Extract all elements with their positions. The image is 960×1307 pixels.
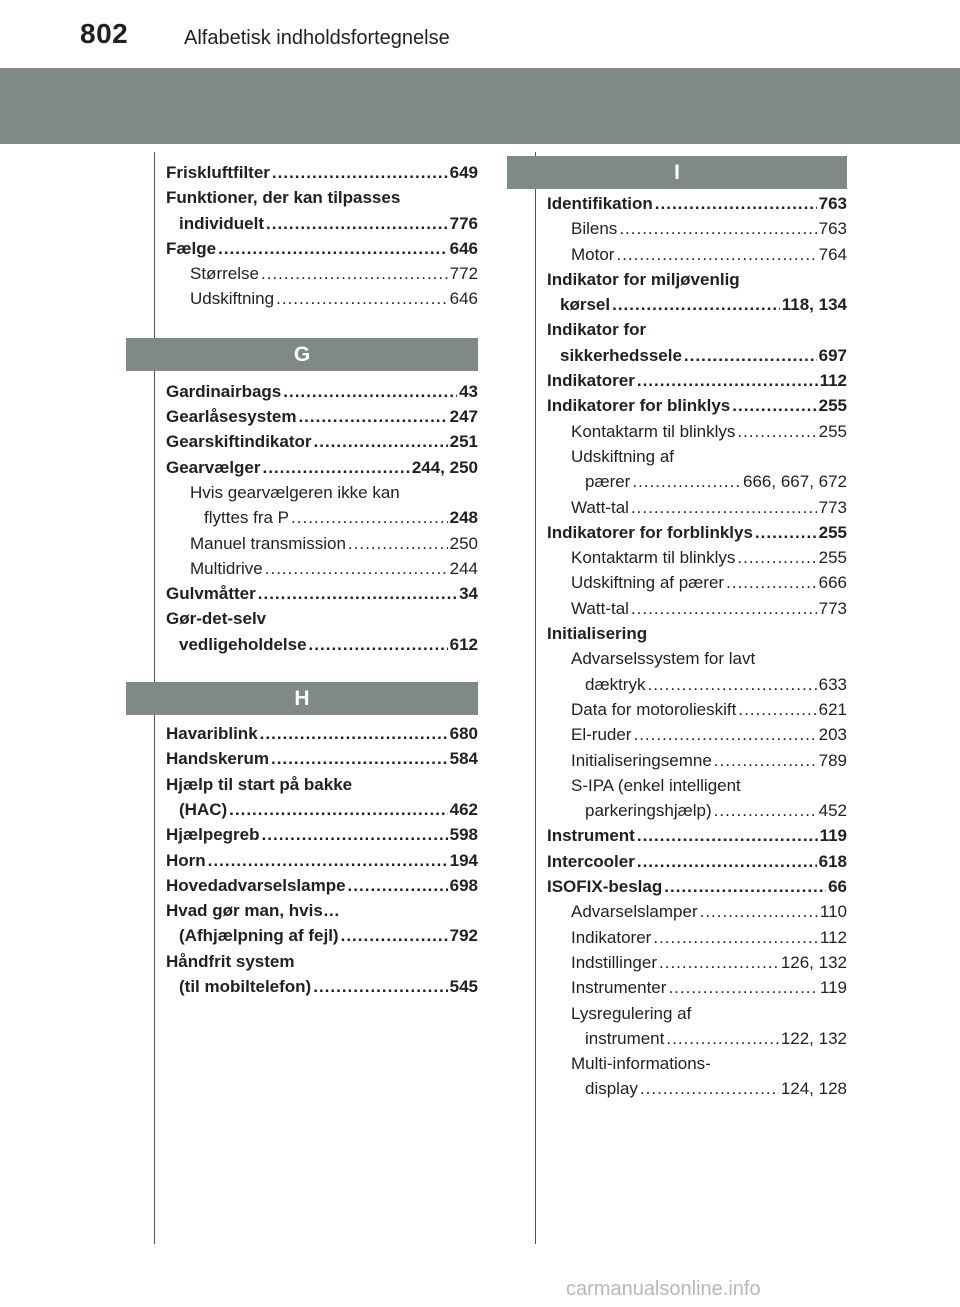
index-entry-label: parkeringshjælp) — [585, 801, 712, 821]
index-entry — [166, 606, 478, 631]
index-entry-page: 698 — [449, 875, 478, 895]
leader-dots — [276, 286, 448, 311]
index-entry — [166, 286, 478, 311]
leader-dots — [637, 368, 818, 393]
leader-dots — [263, 455, 410, 480]
index-entry-label: El-ruder — [571, 725, 632, 745]
index-entry — [547, 798, 847, 823]
leader-dots — [714, 798, 817, 823]
index-entry — [547, 317, 847, 342]
index-entry-label: Friskluftfilter — [166, 163, 270, 182]
index-entry-label: Funktioner, der kan tilpasses — [166, 188, 401, 208]
index-entry-label: Bilens — [571, 219, 618, 239]
leader-dots — [265, 556, 448, 581]
leader-dots — [732, 393, 816, 418]
entries-f — [166, 160, 478, 312]
index-entry-label: Indstillinger — [571, 952, 657, 972]
index-entry-label: Motor — [571, 244, 615, 264]
leader-dots — [208, 848, 448, 873]
index-entry-page: 118, 134 — [781, 295, 847, 315]
index-entry-label: Gearlåsesystem — [166, 407, 297, 427]
index-entry-page: 255 — [818, 421, 847, 441]
index-entry-label: sikkerhedssele — [560, 345, 682, 365]
index-entry — [166, 404, 478, 429]
index-entry — [547, 444, 847, 469]
leader-dots — [631, 495, 817, 520]
leader-dots — [258, 581, 457, 606]
index-entry-label: Advarselslamper — [571, 902, 698, 922]
leader-dots — [616, 242, 816, 267]
leader-dots — [726, 570, 817, 595]
index-entry-page: 773 — [818, 598, 847, 618]
index-entry-label: Udskiftning — [190, 289, 275, 309]
index-entry-page: 43 — [459, 381, 478, 401]
index-entry — [547, 520, 847, 545]
index-entry-label: Watt-tal — [571, 497, 629, 517]
index-entry-label: dæktryk — [585, 674, 646, 694]
leader-dots — [737, 419, 816, 444]
index-entry-label: Initialiseringsemne — [571, 750, 712, 770]
index-entry — [166, 429, 478, 454]
index-entry — [547, 874, 847, 899]
index-entry-page: 666 — [818, 573, 847, 593]
leader-dots — [700, 899, 818, 924]
index-entry-label: Indikator for — [547, 320, 647, 340]
index-entry — [547, 1076, 847, 1101]
index-entry — [166, 160, 478, 185]
index-entry-page: 119 — [819, 978, 847, 998]
leader-dots — [229, 797, 447, 822]
index-entry-label: Multi-informations- — [571, 1054, 711, 1074]
leader-dots — [714, 748, 817, 773]
leader-dots — [637, 849, 817, 874]
index-entry-page: 763 — [818, 219, 847, 239]
index-entry-page: 598 — [449, 825, 478, 845]
index-entry-label: Hovedadvarselslampe — [166, 875, 346, 895]
leader-dots — [655, 191, 817, 216]
index-entry-page: 646 — [449, 289, 478, 309]
index-entry-label: Indikatorer for forblinklys — [547, 522, 753, 542]
index-entry-label: Indikator for miljøvenlig — [547, 269, 740, 289]
index-entry — [547, 646, 847, 671]
index-entry-page: 248 — [449, 508, 478, 528]
index-entry-label: Håndfrit system — [166, 951, 295, 971]
index-entry — [166, 531, 478, 556]
leader-dots — [612, 292, 780, 317]
header-banner — [0, 68, 960, 144]
index-entry — [166, 721, 478, 746]
index-entry — [166, 211, 478, 236]
index-entry-label: Udskiftning af — [571, 446, 674, 466]
index-entry-page: 255 — [818, 548, 847, 568]
section-header-g: G — [126, 338, 478, 371]
index-entry-page: 697 — [818, 345, 847, 365]
index-entry-label: Størrelse — [190, 264, 259, 284]
index-entry-page: 250 — [449, 533, 478, 553]
leader-dots — [348, 531, 448, 556]
index-entry — [166, 949, 478, 974]
index-entry — [547, 773, 847, 798]
index-entry-page: 203 — [818, 725, 847, 745]
index-entry-page: 34 — [459, 584, 478, 604]
index-entry — [547, 267, 847, 292]
index-entry-label: Indikatorer for blinklys — [547, 396, 731, 416]
index-entry-label: pærer — [585, 472, 631, 492]
index-entry-page: 124, 128 — [780, 1079, 847, 1099]
index-entry — [547, 216, 847, 241]
index-entry — [166, 556, 478, 581]
index-entry-label: Advarselssystem for lavt — [571, 649, 756, 669]
index-entry-page: 789 — [818, 750, 847, 770]
index-entry — [166, 632, 478, 657]
index-entry-label: kørsel — [560, 295, 611, 315]
index-entry — [547, 393, 847, 418]
leader-dots — [218, 236, 448, 261]
index-entry-label: Handskerum — [166, 749, 269, 769]
index-entry-page: 126, 132 — [780, 952, 847, 972]
index-entry-label: Initialisering — [547, 624, 648, 644]
index-entry — [547, 748, 847, 773]
index-entry-label: Kontaktarm til blinklys — [571, 421, 736, 441]
index-entry-label: Horn — [166, 850, 206, 870]
leader-dots — [266, 211, 448, 236]
index-entry — [166, 974, 478, 999]
index-entry — [166, 797, 478, 822]
leader-dots — [619, 216, 816, 241]
index-entry-page: 621 — [818, 699, 847, 719]
leader-dots — [647, 672, 816, 697]
index-entry-label: Data for motorolieskift — [571, 699, 737, 719]
index-entry — [547, 950, 847, 975]
entries-g — [166, 379, 478, 657]
index-entry-page: 612 — [449, 634, 478, 654]
index-entry-label: Kontaktarm til blinklys — [571, 548, 736, 568]
index-entry-label: Hvad gør man, hvis… — [166, 901, 340, 921]
index-entry-label: Hjælp til start på bakke — [166, 774, 353, 794]
index-entry-page: 680 — [449, 724, 478, 744]
leader-dots — [313, 974, 447, 999]
index-entry-label: Watt-tal — [571, 598, 629, 618]
index-entry — [547, 925, 847, 950]
page-title: Alfabetisk indholdsfortegnelse — [184, 27, 450, 49]
index-entry-label: Udskiftning af pærer — [571, 573, 725, 593]
leader-dots — [664, 874, 826, 899]
index-entry — [547, 849, 847, 874]
watermark: carmanualsonline.info — [566, 1278, 761, 1300]
index-entry-label: S-IPA (enkel intelligent — [571, 775, 741, 795]
leader-dots — [666, 1026, 778, 1051]
index-entry-page: 122, 132 — [780, 1028, 847, 1048]
index-entry — [166, 746, 478, 771]
leader-dots — [341, 923, 448, 948]
index-entry-label: Fælge — [166, 238, 217, 258]
index-entry-label: individuelt — [179, 213, 264, 233]
leader-dots — [260, 721, 448, 746]
index-entry-page: 462 — [449, 799, 478, 819]
index-entry-page: 244 — [449, 558, 478, 578]
index-entry — [547, 621, 847, 646]
entries-h — [166, 721, 478, 999]
index-entry-label: Gearvælger — [166, 457, 261, 477]
leader-dots — [659, 950, 779, 975]
leader-dots — [298, 404, 447, 429]
section-header-i: I — [507, 156, 847, 189]
index-entry — [547, 242, 847, 267]
page-number: 802 — [80, 18, 129, 49]
index-entry-page: 649 — [449, 163, 478, 182]
leader-dots — [737, 545, 816, 570]
index-entry-page: 255 — [818, 522, 847, 542]
index-entry-page: 776 — [449, 213, 478, 233]
index-entry — [547, 545, 847, 570]
index-entry-page: 666, 667, 672 — [743, 472, 847, 492]
index-entry — [547, 596, 847, 621]
index-entry-page: 255 — [818, 396, 847, 416]
leader-dots — [271, 746, 448, 771]
section-header-h: H — [126, 682, 478, 715]
index-entry-label: (HAC) — [179, 799, 228, 819]
leader-dots — [633, 722, 816, 747]
index-entry-page: 66 — [828, 877, 847, 897]
index-entry — [166, 379, 478, 404]
index-entry-page: 763 — [818, 194, 847, 213]
index-entry-page: 244, 250 — [411, 457, 478, 477]
index-entry-page: 584 — [449, 749, 478, 769]
index-entry — [547, 570, 847, 595]
column-divider-right — [535, 152, 536, 1244]
index-entry — [547, 469, 847, 494]
index-entry-page: 545 — [449, 977, 478, 997]
index-entry — [547, 1051, 847, 1076]
index-entry-page: 764 — [818, 244, 847, 264]
leader-dots — [631, 596, 817, 621]
index-entry — [547, 191, 847, 216]
index-entry — [166, 185, 478, 210]
index-entry — [166, 822, 478, 847]
leader-dots — [261, 261, 448, 286]
index-entry — [166, 581, 478, 606]
index-entry — [547, 1026, 847, 1051]
entries-i — [547, 191, 847, 1102]
index-entry-page: 633 — [818, 674, 847, 694]
index-entry — [166, 505, 478, 530]
right-index-column — [547, 156, 847, 1102]
index-entry-label: display — [585, 1079, 638, 1099]
index-entry-page: 251 — [449, 432, 478, 452]
index-entry — [547, 975, 847, 1000]
index-entry-page: 194 — [449, 850, 478, 870]
index-entry-label: Identifikation — [547, 194, 653, 213]
index-entry — [547, 697, 847, 722]
index-entry — [547, 368, 847, 393]
index-entry-label: Gardinairbags — [166, 381, 282, 401]
index-entry-label: Indikatorer — [547, 371, 635, 391]
leader-dots — [314, 429, 448, 454]
index-entry-page: 119 — [819, 826, 847, 846]
index-entry-page: 247 — [449, 407, 478, 427]
index-entry-label: ISOFIX-beslag — [547, 877, 663, 897]
index-entry-label: Indikatorer — [571, 927, 652, 947]
index-entry-label: vedligeholdelse — [179, 634, 307, 654]
index-entry-label: Gør-det-selv — [166, 609, 267, 629]
index-entry-page: 452 — [818, 801, 847, 821]
index-entry — [166, 455, 478, 480]
index-entry-page: 772 — [449, 264, 478, 284]
index-entry-page: 110 — [819, 902, 847, 922]
leader-dots — [640, 1076, 779, 1101]
index-entry-label: Multidrive — [190, 558, 263, 578]
index-entry-label: Manuel transmission — [190, 533, 346, 553]
index-entry — [547, 722, 847, 747]
index-entry-label: (Afhjælpning af fejl) — [179, 926, 339, 946]
index-entry — [166, 873, 478, 898]
leader-dots — [291, 505, 448, 530]
index-entry — [166, 898, 478, 923]
index-entry-label: Hjælpegreb — [166, 825, 260, 845]
leader-dots — [309, 632, 448, 657]
index-entry-label: instrument — [585, 1028, 665, 1048]
leader-dots — [348, 873, 448, 898]
index-entry-page: 646 — [449, 238, 478, 258]
index-entry — [547, 419, 847, 444]
leader-dots — [632, 469, 741, 494]
index-entry-page: 112 — [819, 371, 847, 391]
leader-dots — [262, 822, 448, 847]
leader-dots — [653, 925, 818, 950]
leader-dots — [637, 823, 818, 848]
index-entry-label: Instrumenter — [571, 978, 667, 998]
index-entry-label: (til mobiltelefon) — [179, 977, 312, 997]
leader-dots — [684, 343, 817, 368]
index-entry — [547, 292, 847, 317]
index-entry-label: Intercooler — [547, 851, 635, 871]
index-entry — [166, 480, 478, 505]
leader-dots — [283, 379, 457, 404]
index-entry-page: 792 — [449, 926, 478, 946]
index-entry — [166, 261, 478, 286]
index-entry — [166, 236, 478, 261]
index-entry-label: flyttes fra P — [204, 508, 290, 528]
index-entry — [547, 343, 847, 368]
index-entry-page: 618 — [818, 851, 847, 871]
index-entry-label: Gulvmåtter — [166, 584, 256, 604]
index-entry — [166, 848, 478, 873]
index-entry-label: Hvis gearvælgeren ikke kan — [190, 482, 400, 502]
left-index-column — [166, 160, 478, 999]
leader-dots — [755, 520, 817, 545]
index-entry — [547, 495, 847, 520]
index-entry-label: Instrument — [547, 826, 635, 846]
index-entry-label: Lysregulering af — [571, 1003, 692, 1023]
index-entry — [166, 923, 478, 948]
index-entry — [547, 899, 847, 924]
page-header — [0, 0, 960, 62]
index-entry — [166, 772, 478, 797]
index-entry-page: 112 — [819, 927, 847, 947]
leader-dots — [668, 975, 817, 1000]
leader-dots — [272, 160, 448, 185]
index-entry — [547, 1001, 847, 1026]
index-entry — [547, 672, 847, 697]
index-entry — [547, 823, 847, 848]
leader-dots — [738, 697, 816, 722]
index-entry-label: Havariblink — [166, 724, 258, 744]
index-entry-page: 773 — [818, 497, 847, 517]
index-entry-label: Gearskiftindikator — [166, 432, 312, 452]
